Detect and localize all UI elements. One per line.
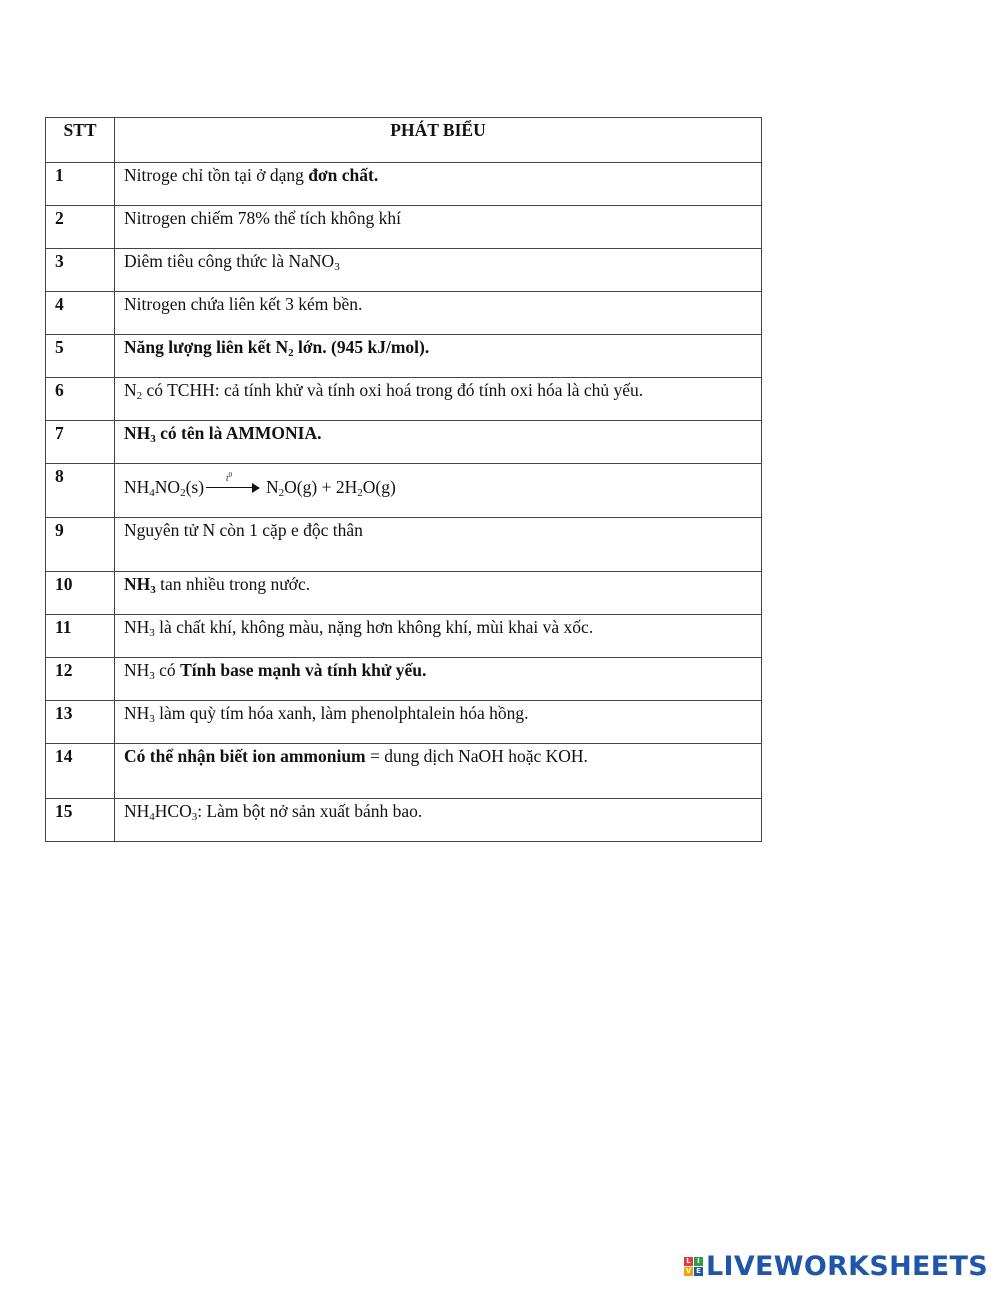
statement-text: $NH_4NO_2(s)$ $t^0$ $N_2O(g) + 2H_2O(g)$	[124, 471, 396, 499]
table-row	[46, 292, 762, 335]
row-number: 5	[55, 337, 64, 357]
logo-text: LIVEWORKSHEETS	[705, 1251, 988, 1282]
table-header-row	[46, 118, 762, 163]
table-row	[46, 249, 762, 292]
row-number: 8	[55, 466, 64, 486]
row-number: 6	[55, 380, 64, 400]
statement-text: Năng lượng liên kết $N_2$ lớn. (945 kJ/mol).	[124, 337, 430, 359]
row-number: 14	[55, 746, 73, 766]
table-row	[46, 464, 762, 518]
row-number: 11	[55, 617, 72, 637]
statement-text: $N_2$ có TCHH: cả tính khử và tính oxi hoá trong đó tính oxi hóa là chủ yếu.	[124, 380, 644, 402]
reaction-arrow-icon: $t^0$	[206, 478, 260, 492]
statement-text: $NH_3$ có Tính base mạnh và tính khử yếu.	[124, 660, 427, 682]
row-number: 4	[55, 294, 64, 314]
statement-text: $NH_3$ là chất khí, không màu, nặng hơn không khí, mùi khai và xốc.	[124, 617, 594, 639]
statement-text: Nitrogen chứa liên kết 3 kém bền.	[124, 294, 363, 314]
row-number: 2	[55, 208, 64, 228]
row-number: 10	[55, 574, 73, 594]
row-number: 3	[55, 251, 64, 271]
row-number: 1	[55, 165, 64, 185]
table-row	[46, 658, 762, 701]
statement-text: $NH_3$ tan nhiều trong nước.	[124, 574, 311, 596]
liveworksheets-mark-icon: L I V E	[684, 1257, 703, 1276]
table-row	[46, 518, 762, 572]
table-row	[46, 206, 762, 249]
statement-text: Nguyên tử N còn 1 cặp e độc thân	[124, 520, 363, 540]
statement-text: $NH_3$ làm quỳ tím hóa xanh, làm phenolphtalein hóa hồng.	[124, 703, 529, 725]
liveworksheets-logo	[684, 1251, 988, 1282]
row-number: 15	[55, 801, 73, 821]
statement-text: Có thể nhận biết ion ammonium = dung dịch NaOH hoặc KOH.	[124, 746, 588, 766]
statement-text: Nitroge chỉ tồn tại ở dạng đơn chất.	[124, 165, 379, 185]
table-row	[46, 335, 762, 378]
row-number: 7	[55, 423, 64, 443]
statements-table	[45, 117, 762, 842]
table-row	[46, 163, 762, 206]
table-row	[46, 378, 762, 421]
table-row	[46, 572, 762, 615]
statement-text: $NH_3$ có tên là AMMONIA.	[124, 423, 322, 445]
statement-text: $NH_4HCO_3$: Làm bột nở sản xuất bánh bao.	[124, 801, 423, 823]
table-row	[46, 701, 762, 744]
row-number: 12	[55, 660, 73, 680]
statement-text: Nitrogen chiếm 78% thể tích không khí	[124, 208, 402, 228]
row-number: 9	[55, 520, 64, 540]
statement-text: Diêm tiêu công thức là NaNO$_3$	[124, 251, 340, 273]
header-stt: STT	[46, 118, 115, 163]
table-row	[46, 799, 762, 842]
table-row	[46, 421, 762, 464]
header-statement: PHÁT BIỂU	[115, 118, 762, 163]
table-row	[46, 744, 762, 799]
row-number: 13	[55, 703, 73, 723]
table-row	[46, 615, 762, 658]
